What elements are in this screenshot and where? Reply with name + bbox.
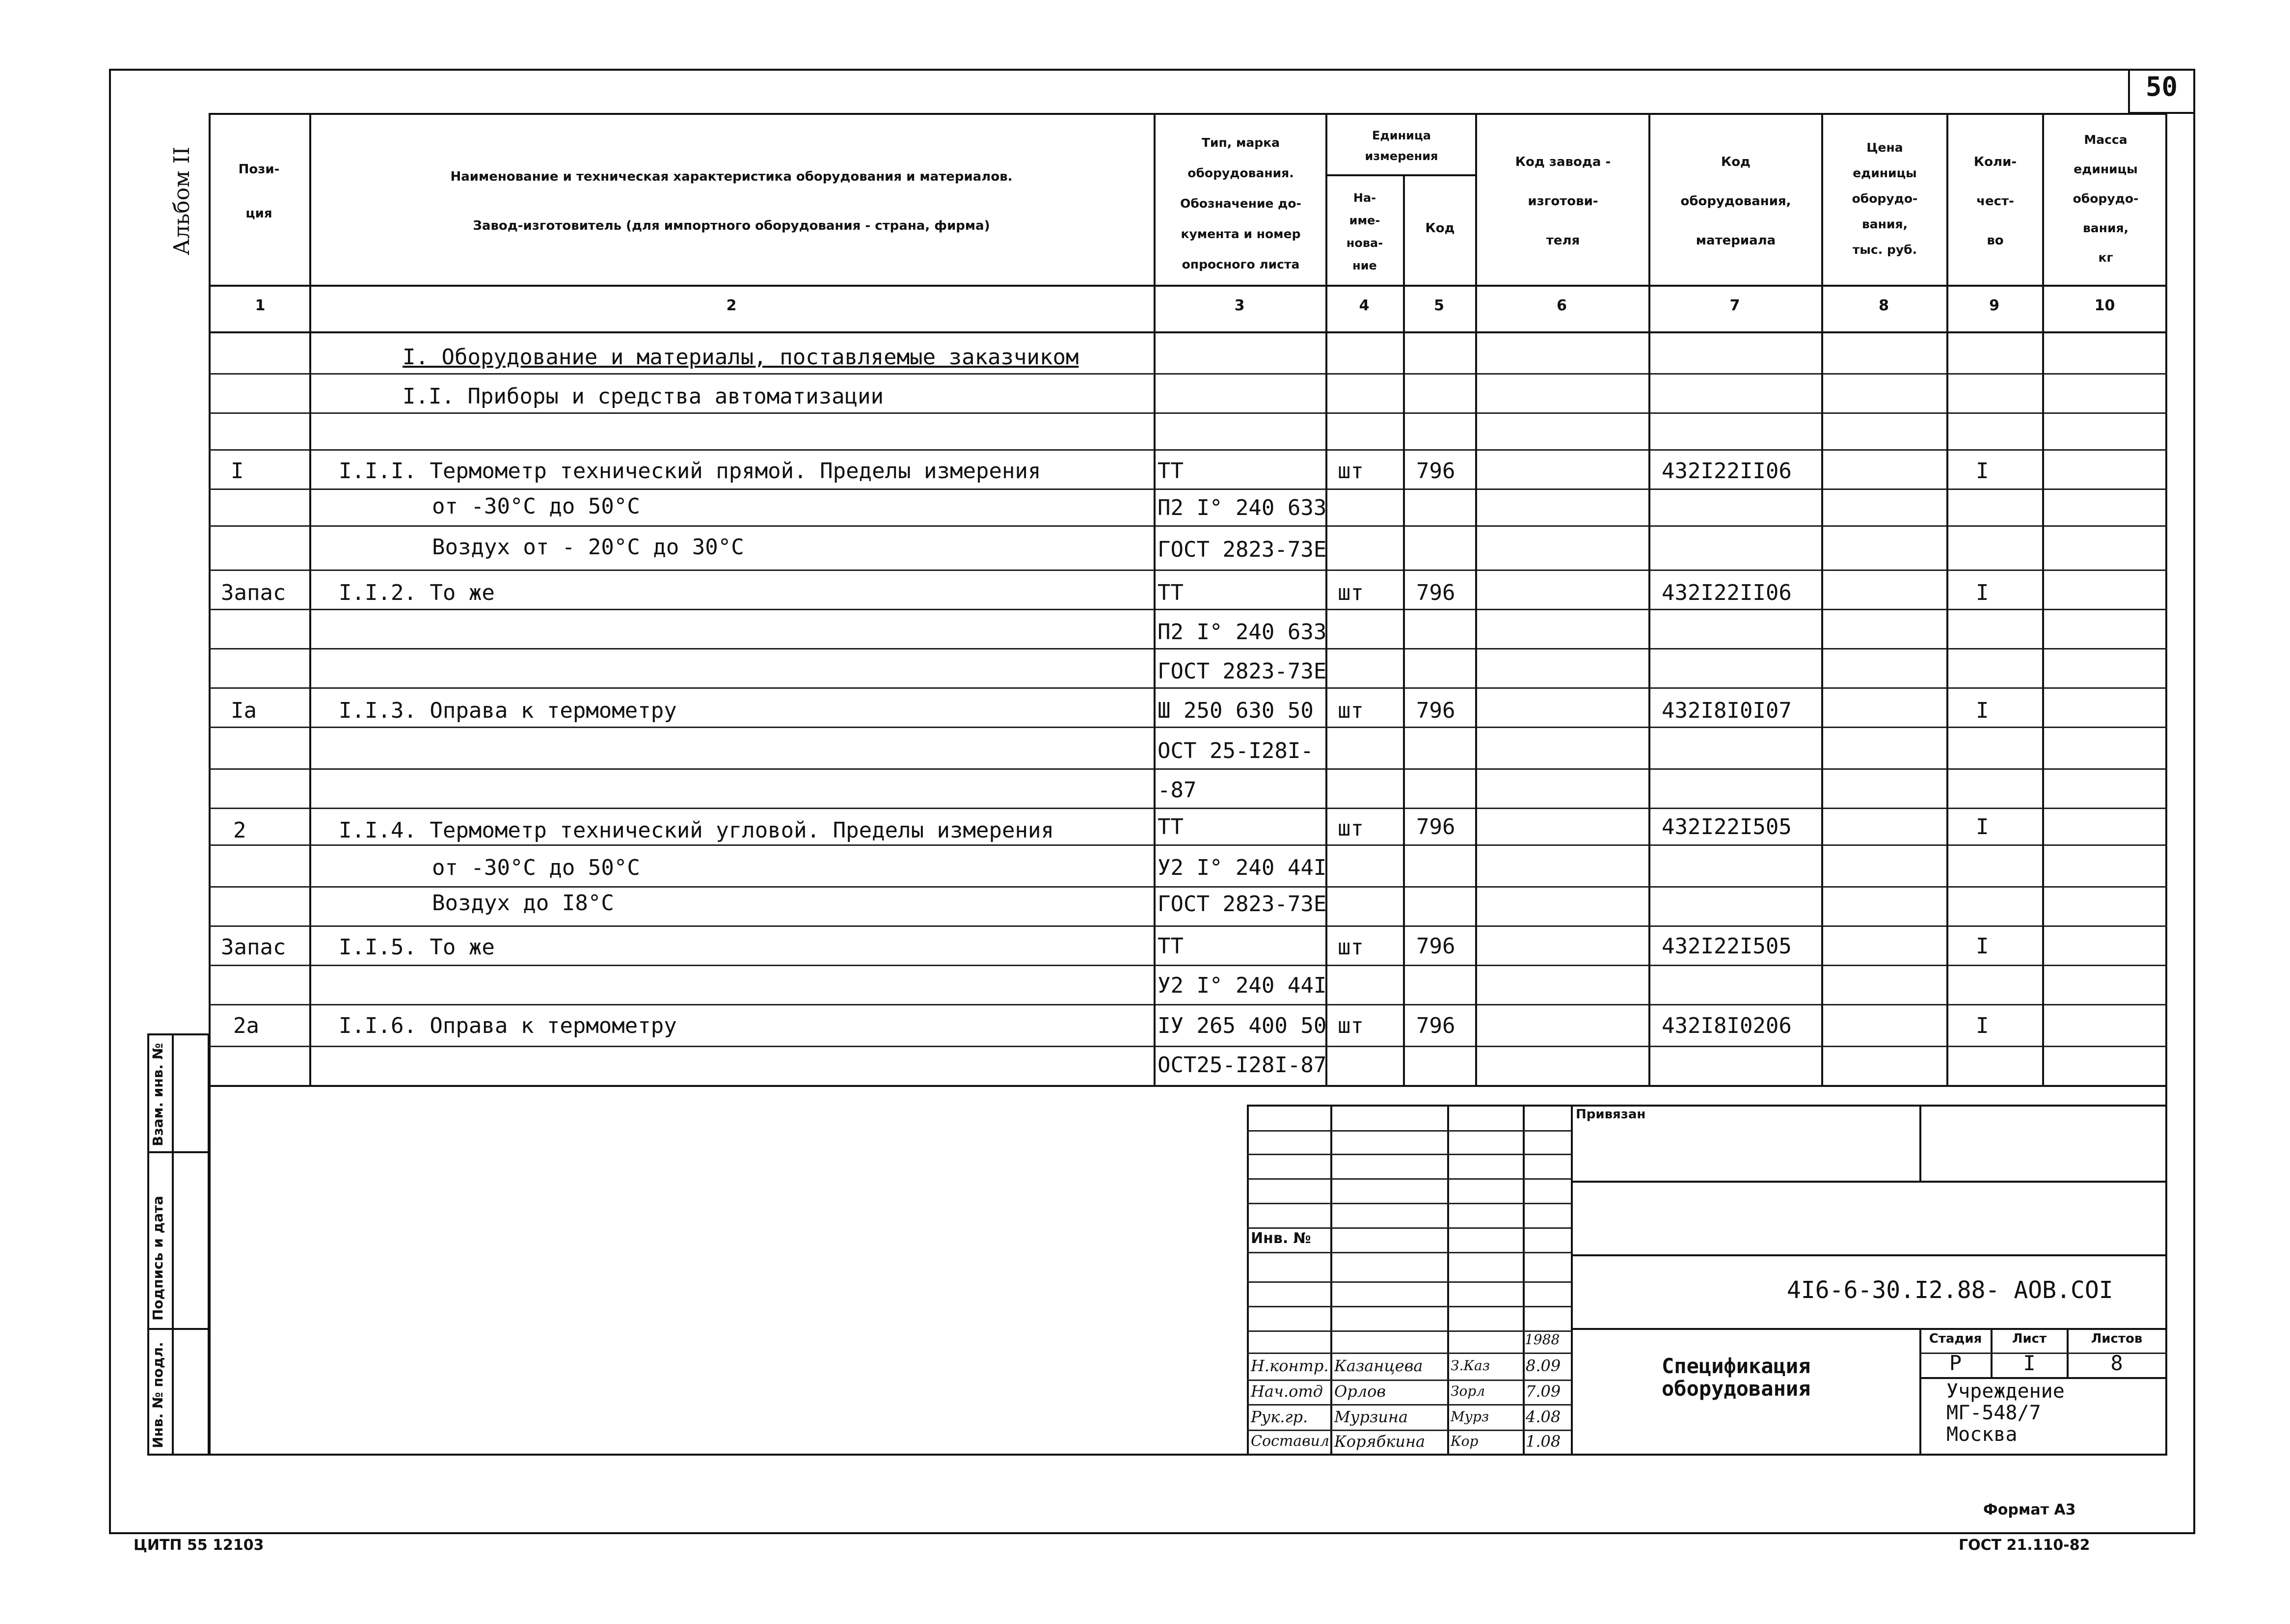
row-unit: шт (1338, 816, 1364, 841)
col-num-1: 1 (255, 297, 266, 314)
side-label-signature: Подпись и дата (150, 1195, 166, 1321)
row-position: Iа (231, 698, 257, 723)
row-type: ТТ (1158, 934, 1184, 959)
row-equip-code: 432I8I0206 (1662, 1013, 1792, 1038)
sign-name: Казанцева (1334, 1356, 1423, 1375)
row-equip-code: 432I8I0I07 (1662, 698, 1792, 723)
row-name: Воздух от - 20°С до 30°С (432, 535, 744, 560)
row-type: ТТ (1158, 459, 1184, 484)
row-type: ОСТ25-I28I-87 (1158, 1053, 1327, 1078)
col-num-5: 5 (1434, 297, 1444, 314)
sign-mark: Мурз (1451, 1408, 1489, 1425)
row-position: I (231, 459, 244, 484)
row-name: I.I.2. То же (339, 580, 495, 605)
sign-role: Рук.гр. (1251, 1407, 1308, 1426)
row-equip-code: 432I22II06 (1662, 580, 1792, 605)
inv-no-label: Инв. № (1251, 1230, 1311, 1247)
header-type: Тип, марка оборудования. Обозначение до- кумента и номер опросного листа (1180, 135, 1301, 271)
row-name: I.I.I. Термометр технический прямой. Пределы измерения (339, 459, 1041, 484)
row-qty: I (1976, 698, 1989, 723)
row-position: Запас (221, 935, 286, 960)
row-unit: шт (1338, 935, 1364, 960)
sign-name: Орлов (1334, 1382, 1386, 1401)
header-qty: Коли- чест- во (1973, 155, 2017, 248)
header-equip-code: Код оборудования, материала (1680, 155, 1791, 248)
row-type: Ш 250 630 50 (1158, 698, 1314, 723)
row-name: Воздух до I8°С (432, 891, 614, 916)
footer-gost: ГОСТ 21.110-82 (1959, 1537, 2090, 1554)
row-name: I.I.6. Оправа к термометру (339, 1013, 677, 1038)
row-unit: шт (1338, 459, 1364, 484)
sheets-label: Листов (2091, 1331, 2143, 1346)
organization: Учреждение МГ-548/7 Москва (1946, 1380, 2065, 1446)
header-price: Цена единицы оборудо- вания, тыс. руб. (1852, 140, 1918, 257)
col-num-6: 6 (1557, 297, 1567, 314)
header-maker-code: Код завода - изготови- теля (1515, 155, 1611, 248)
row-type: У2 I° 240 44I (1158, 973, 1327, 998)
row-unit-code: 796 (1416, 580, 1455, 605)
row-unit-code: 796 (1416, 814, 1455, 839)
row-type: ГОСТ 2823-73Е (1158, 659, 1327, 684)
row-name: от -30°С до 50°С (432, 494, 640, 519)
sign-date: 4.08 (1526, 1407, 1561, 1426)
header-name: Наименование и техническая характеристика оборудования и материалов. Завод-изготовитель (для импортного оборудования - страна, фирма) (450, 169, 1013, 233)
row-unit-code: 796 (1416, 934, 1455, 959)
row-qty: I (1976, 459, 1989, 484)
row-equip-code: 432I22I505 (1662, 814, 1792, 839)
row-qty: I (1976, 1013, 1989, 1038)
sign-mark: З.Каз (1451, 1357, 1490, 1374)
row-qty: I (1976, 580, 1989, 605)
col-num-9: 9 (1989, 297, 1999, 314)
header-mass: Масса единицы оборудо- вания, кг (2073, 133, 2139, 265)
section-title: I. Оборудование и материалы, поставляемые заказчиком (403, 345, 1079, 370)
row-type: IУ 265 400 50 (1158, 1013, 1327, 1038)
sign-name: Корябкина (1334, 1432, 1426, 1451)
sheet-value: I (2023, 1351, 2036, 1375)
year: 1988 (1525, 1331, 1560, 1348)
row-qty: I (1976, 814, 1989, 839)
subsection-title: I.I. Приборы и средства автоматизации (403, 384, 884, 409)
format-label: Формат А3 (1983, 1501, 2076, 1518)
sign-mark: Зорл (1451, 1383, 1485, 1399)
linked-label: Привязан (1576, 1107, 1646, 1122)
row-unit-code: 796 (1416, 698, 1455, 723)
footer-left-code: ЦИТП 55 12103 (134, 1537, 264, 1554)
sign-date: 8.09 (1526, 1356, 1561, 1375)
header-unit-code: Код (1425, 221, 1455, 236)
row-name: I.I.4. Термометр технический угловой. Пределы измерения (339, 818, 1054, 843)
row-unit: шт (1338, 698, 1364, 723)
row-type: П2 I° 240 633 (1158, 620, 1327, 645)
row-position: Запас (221, 580, 286, 605)
row-name: от -30°С до 50°С (432, 855, 640, 880)
row-type: У2 I° 240 44I (1158, 855, 1327, 880)
document-title: Спецификация оборудования (1662, 1354, 1811, 1401)
row-unit-code: 796 (1416, 1013, 1455, 1038)
row-qty: I (1976, 934, 1989, 959)
stage-value: Р (1949, 1351, 1962, 1375)
col-num-4: 4 (1359, 297, 1370, 314)
row-type: ГОСТ 2823-73Е (1158, 537, 1327, 562)
row-unit: шт (1338, 1013, 1364, 1038)
row-unit-code: 796 (1416, 459, 1455, 484)
sign-role: Нач.отд (1251, 1382, 1323, 1401)
col-num-3: 3 (1234, 297, 1245, 314)
row-type: ОСТ 25-I28I- (1158, 738, 1314, 763)
sign-date: 1.08 (1526, 1432, 1561, 1451)
sheets-value: 8 (2110, 1351, 2123, 1375)
row-unit: шт (1338, 580, 1364, 605)
col-num-10: 10 (2094, 297, 2115, 314)
col-num-2: 2 (726, 297, 737, 314)
row-type: ГОСТ 2823-73Е (1158, 892, 1327, 917)
row-position: 2а (233, 1013, 259, 1038)
row-type: ТТ (1158, 814, 1184, 839)
sign-mark: Кор (1451, 1433, 1479, 1449)
album-label: Альбом II (169, 146, 194, 255)
row-name: I.I.5. То же (339, 935, 495, 960)
stage-label: Стадия (1929, 1331, 1982, 1346)
row-type: -87 (1158, 778, 1197, 803)
sign-date: 7.09 (1526, 1382, 1561, 1401)
side-label-inv: Инв. № подл. (150, 1342, 166, 1448)
sign-role: Составил (1251, 1433, 1330, 1450)
document-code: 4I6-6-30.I2.88- АОВ.СОI (1787, 1276, 2113, 1304)
header-unit: Единица измерения (1365, 129, 1438, 163)
sheet-number: 50 (2145, 71, 2178, 102)
sheet-label: Лист (2012, 1331, 2047, 1346)
row-name: I.I.3. Оправа к термометру (339, 698, 677, 723)
row-type: ТТ (1158, 580, 1184, 605)
col-num-8: 8 (1879, 297, 1889, 314)
row-equip-code: 432I22II06 (1662, 459, 1792, 484)
header-unit-name: На- име- нова- ние (1346, 191, 1383, 272)
row-equip-code: 432I22I505 (1662, 934, 1792, 959)
row-position: 2 (233, 818, 246, 843)
side-label-replace: Взам. инв. № (150, 1043, 166, 1146)
row-type: П2 I° 240 633 (1158, 495, 1327, 520)
sign-name: Мурзина (1334, 1407, 1408, 1426)
col-num-7: 7 (1729, 297, 1740, 314)
sign-role: Н.контр. (1251, 1356, 1329, 1375)
header-position: Пози- ция (238, 162, 280, 221)
